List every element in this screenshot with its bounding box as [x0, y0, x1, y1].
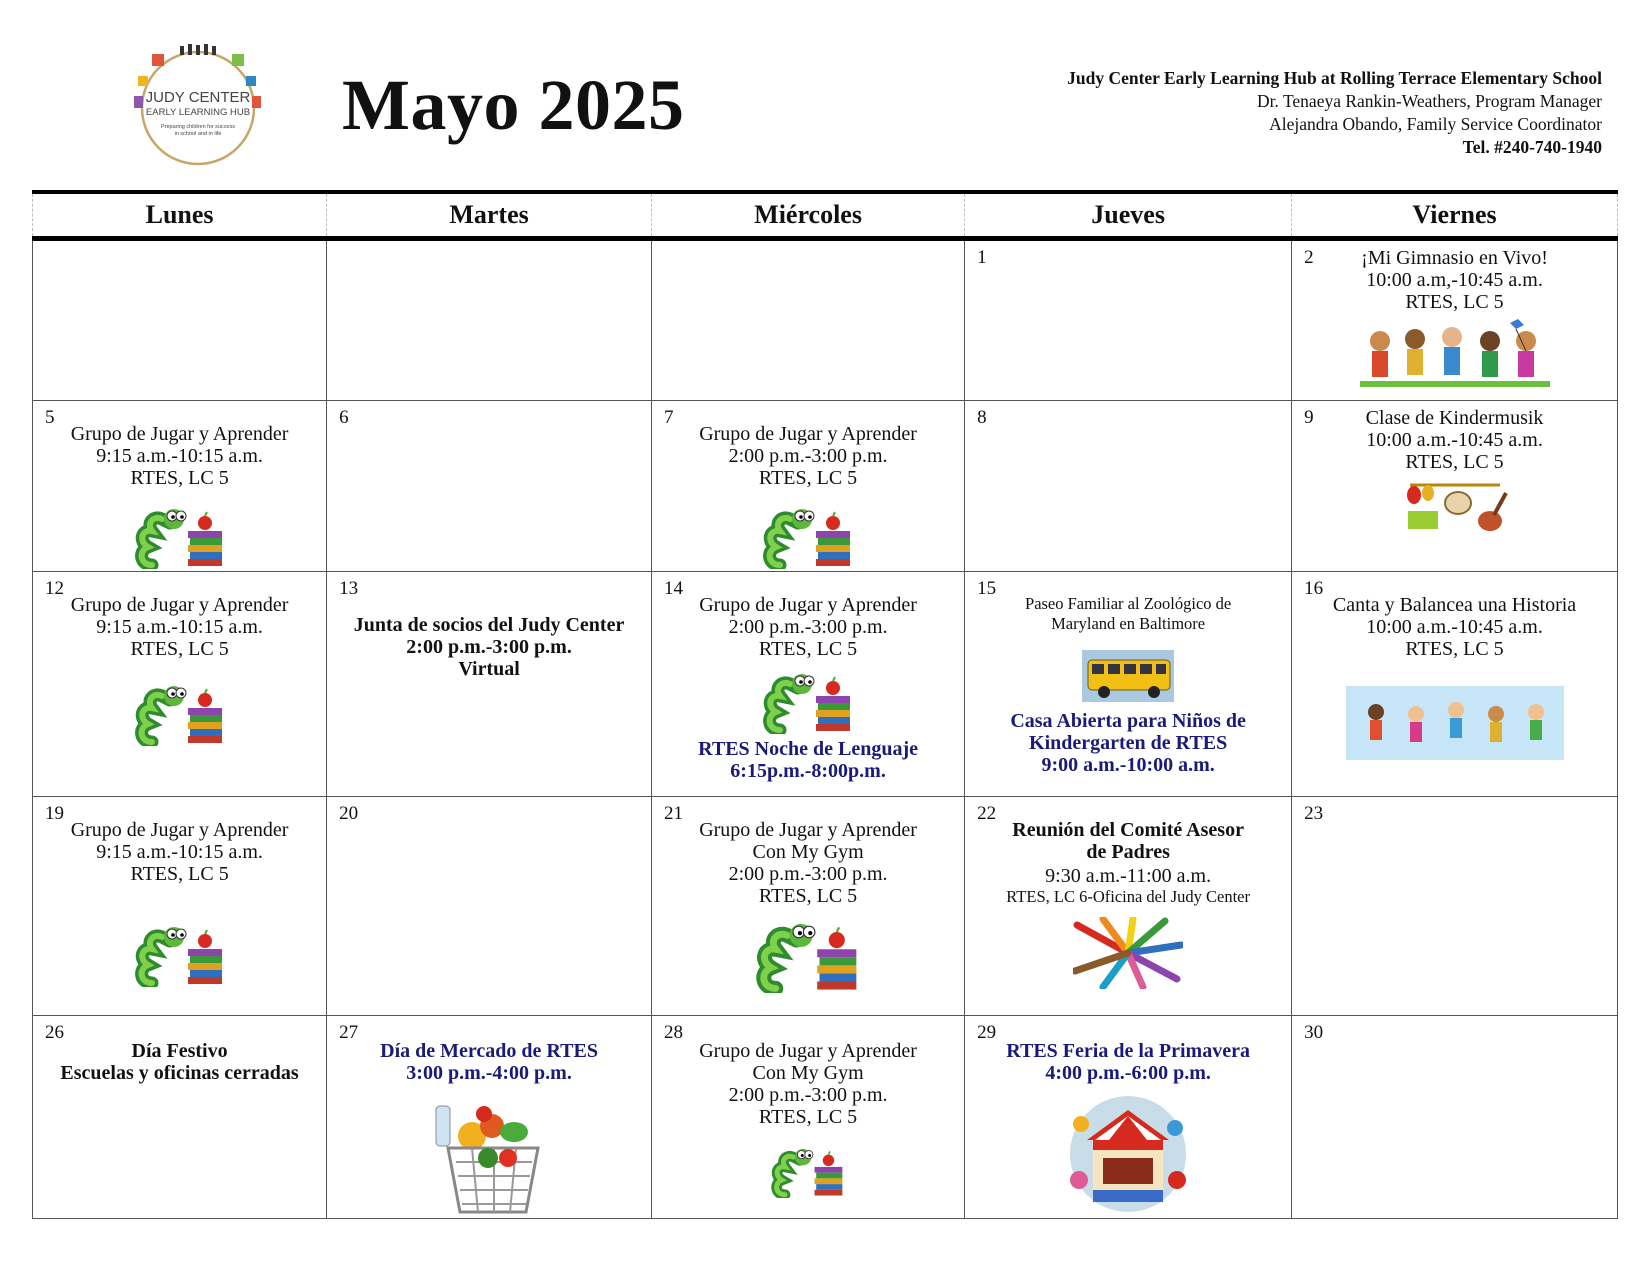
- telephone: Tel. #240-740-1940: [1462, 137, 1602, 157]
- day-number: 22: [977, 803, 997, 824]
- bookworm-icon: [762, 503, 854, 569]
- event-title: Grupo de Jugar y Aprender: [699, 594, 917, 616]
- event: [965, 1016, 1291, 1084]
- day-cell-20: [327, 797, 652, 1016]
- event-time: 10:00 a.m.-10:45 a.m.: [1366, 616, 1543, 638]
- event: [652, 572, 964, 660]
- day-cell-21: [651, 797, 964, 1016]
- weekday-header-row: [33, 192, 1618, 239]
- event-time: 9:00 a.m.-10:00 a.m.: [1041, 754, 1215, 776]
- event-time: 6:15p.m.-8:00p.m.: [730, 760, 886, 782]
- day-cell-empty: [327, 239, 652, 401]
- event: [1292, 401, 1617, 473]
- event-location: RTES, LC 5: [130, 638, 229, 660]
- event-location: RTES, LC 5: [758, 885, 858, 907]
- event-time: 2:00 p.m.-3:00 p.m.: [728, 445, 888, 467]
- week-row: [33, 572, 1618, 797]
- event-time: 10:00 a.m,-10:45 a.m.: [1366, 269, 1543, 291]
- event-title: Grupo de Jugar y Aprender: [70, 819, 289, 841]
- weekday-friday: Viernes: [1292, 192, 1618, 239]
- day-number: 27: [339, 1022, 359, 1043]
- event-title: RTES Feria de la Primavera: [1006, 1040, 1250, 1062]
- event-title: Paseo Familiar al Zoológico de: [1025, 594, 1232, 613]
- event: [1292, 572, 1617, 660]
- event-title: RTES Noche de Lenguaje: [698, 738, 918, 760]
- bookworm-icon: [134, 680, 226, 746]
- event: [327, 572, 651, 680]
- event-title: ¡Mi Gimnasio en Vivo!: [1361, 247, 1548, 269]
- org-name: Judy Center Early Learning Hub at Rolling Terrace Elementary School: [1067, 68, 1602, 88]
- bookworm-icon: [770, 1144, 846, 1198]
- event-title: Grupo de Jugar y Aprender: [70, 423, 289, 445]
- day-number: 12: [45, 578, 64, 599]
- event: [652, 1016, 964, 1128]
- weekday-wednesday: Miércoles: [651, 192, 964, 239]
- day-number: 28: [663, 1022, 683, 1043]
- day-cell-19: [33, 797, 327, 1016]
- event-time: 10:00 a.m.-10:45 a.m.: [1366, 429, 1543, 451]
- event-location: RTES, LC 5: [1405, 451, 1504, 473]
- event-time: 9:15 a.m.-10:15 a.m.: [96, 616, 263, 638]
- event: [965, 572, 1291, 634]
- event-time: 2:00 p.m.-3:00 p.m.: [728, 1084, 888, 1106]
- event-location: Virtual: [458, 658, 520, 680]
- children-playing-icon: [1360, 319, 1550, 389]
- week-row: [33, 401, 1618, 572]
- event-title-cont: de Padres: [1086, 841, 1170, 863]
- day-cell-23: [1292, 797, 1618, 1016]
- event: [652, 734, 964, 782]
- day-number: 16: [1304, 578, 1324, 599]
- day-cell-empty: [33, 239, 327, 401]
- event: [33, 797, 326, 885]
- day-number: 14: [663, 578, 683, 599]
- week-row: [33, 239, 1618, 401]
- day-number: 30: [1304, 1022, 1324, 1043]
- event-title: Canta y Balancea una Historia: [1332, 594, 1577, 616]
- family-coordinator: Alejandra Obando, Family Service Coordinator: [1269, 114, 1602, 134]
- day-number: 2: [1304, 247, 1314, 268]
- day-number: 15: [977, 578, 997, 599]
- bookworm-icon: [762, 668, 854, 734]
- program-manager: Dr. Tenaeya Rankin-Weathers, Program Manager: [1257, 91, 1602, 111]
- day-number: 6: [339, 407, 349, 428]
- event: [652, 797, 964, 907]
- day-cell-7: [651, 401, 964, 572]
- event-title: Reunión del Comité Asesor: [1012, 819, 1244, 841]
- event-time: 4:00 p.m.-6:00 p.m.: [1045, 1062, 1211, 1084]
- event: [1292, 241, 1617, 313]
- day-cell-2: [1292, 239, 1618, 401]
- day-number: 1: [977, 247, 987, 268]
- event: [33, 572, 326, 660]
- event-time: 2:00 p.m.-3:00 p.m.: [406, 636, 572, 658]
- day-cell-6: [327, 401, 652, 572]
- colored-pencils-icon: [1073, 917, 1183, 989]
- organization-info: [1067, 67, 1602, 159]
- grocery-basket-icon: [428, 1092, 550, 1218]
- day-cell-15: [965, 572, 1292, 797]
- day-number: 23: [1304, 803, 1324, 824]
- day-number: 20: [339, 803, 359, 824]
- event: [33, 401, 326, 489]
- event-title: Grupo de Jugar y Aprender: [699, 423, 917, 445]
- day-cell-22: [965, 797, 1292, 1016]
- event: [327, 1016, 651, 1084]
- day-cell-12: [33, 572, 327, 797]
- event-title: Casa Abierta para Niños de: [1010, 710, 1246, 732]
- svg-text:EARLY LEARNING HUB: EARLY LEARNING HUB: [145, 107, 251, 118]
- event-time: 2:00 p.m.-3:00 p.m.: [728, 863, 888, 885]
- bookworm-icon: [134, 921, 226, 987]
- weekday-monday: Lunes: [33, 192, 327, 239]
- day-cell-5: [33, 401, 327, 572]
- event-title-cont: Maryland en Baltimore: [1051, 614, 1206, 633]
- event: [965, 797, 1291, 907]
- day-number: 7: [663, 407, 674, 428]
- event-location: RTES, LC 5: [758, 1106, 858, 1128]
- day-number: 9: [1304, 407, 1314, 428]
- event-location: RTES, LC 5: [1405, 638, 1504, 660]
- day-cell-27: [327, 1016, 652, 1219]
- weekday-thursday: Jueves: [965, 192, 1292, 239]
- day-number: 13: [339, 578, 359, 599]
- event-location: RTES, LC 5: [130, 863, 229, 885]
- day-cell-26: [33, 1016, 327, 1219]
- event-time: 9:15 a.m.-10:15 a.m.: [96, 841, 263, 863]
- event-location: RTES, LC 5: [758, 467, 858, 489]
- svg-text:JUDY CENTER: JUDY CENTER: [145, 89, 251, 106]
- event-subtitle: Escuelas y oficinas cerradas: [60, 1062, 299, 1084]
- event-time: 9:30 a.m.-11:00 a.m.: [1045, 865, 1212, 887]
- day-cell-30: [1292, 1016, 1618, 1219]
- svg-text:in school and in life: in school and in life: [174, 131, 222, 137]
- dancing-kids-icon: [1346, 686, 1564, 760]
- day-cell-16: [1292, 572, 1618, 797]
- day-number: 21: [663, 803, 683, 824]
- event-title: Día de Mercado de RTES: [380, 1040, 598, 1062]
- day-cell-empty: [651, 239, 964, 401]
- page-title: Mayo 2025: [342, 65, 685, 145]
- weekday-tuesday: Martes: [327, 192, 652, 239]
- bookworm-icon: [134, 503, 226, 569]
- day-number: 8: [977, 407, 987, 428]
- event-time: 9:15 a.m.-10:15 a.m.: [96, 445, 263, 467]
- day-cell-14: [651, 572, 964, 797]
- event-time: 2:00 p.m.-3:00 p.m.: [728, 616, 888, 638]
- event: [652, 401, 964, 489]
- day-cell-1: [965, 239, 1292, 401]
- day-cell-28: [651, 1016, 964, 1219]
- event-title: Clase de Kindermusik: [1365, 407, 1544, 429]
- week-row: [33, 1016, 1618, 1219]
- day-number: 19: [45, 803, 64, 824]
- judy-center-logo: [128, 40, 268, 170]
- day-cell-13: [327, 572, 652, 797]
- event: [33, 1016, 326, 1084]
- event-title: Grupo de Jugar y Aprender: [699, 1040, 917, 1062]
- event-title: Grupo de Jugar y Aprender: [70, 594, 289, 616]
- event-location: RTES, LC 5: [758, 638, 858, 660]
- event: [965, 702, 1291, 776]
- event-title: Grupo de Jugar y Aprender: [699, 819, 917, 841]
- day-cell-9: [1292, 401, 1618, 572]
- calendar-grid: [32, 190, 1618, 1219]
- instruments-icon: [1400, 481, 1510, 537]
- day-cell-8: [965, 401, 1292, 572]
- week-row: [33, 797, 1618, 1016]
- event-title: Junta de socios del Judy Center: [353, 614, 625, 636]
- event-subtitle: Con My Gym: [752, 841, 864, 863]
- svg-text:Preparing children for success: Preparing children for success: [161, 124, 235, 130]
- school-bus-icon: [1082, 650, 1174, 702]
- event-subtitle: Con My Gym: [752, 1062, 864, 1084]
- event-title: Día Festivo: [131, 1040, 228, 1062]
- day-number: 29: [977, 1022, 997, 1043]
- event-location: RTES, LC 5: [1405, 291, 1504, 313]
- event-title-cont: Kindergarten de RTES: [1029, 732, 1228, 754]
- day-number: 5: [45, 407, 55, 428]
- event-location: RTES, LC 5: [130, 467, 229, 489]
- carnival-icon: [1065, 1094, 1191, 1214]
- bookworm-icon: [753, 917, 863, 993]
- event-time: 3:00 p.m.-4:00 p.m.: [406, 1062, 572, 1084]
- day-cell-29: [965, 1016, 1292, 1219]
- event-location: RTES, LC 6-Oficina del Judy Center: [1006, 887, 1250, 906]
- day-number: 26: [45, 1022, 64, 1043]
